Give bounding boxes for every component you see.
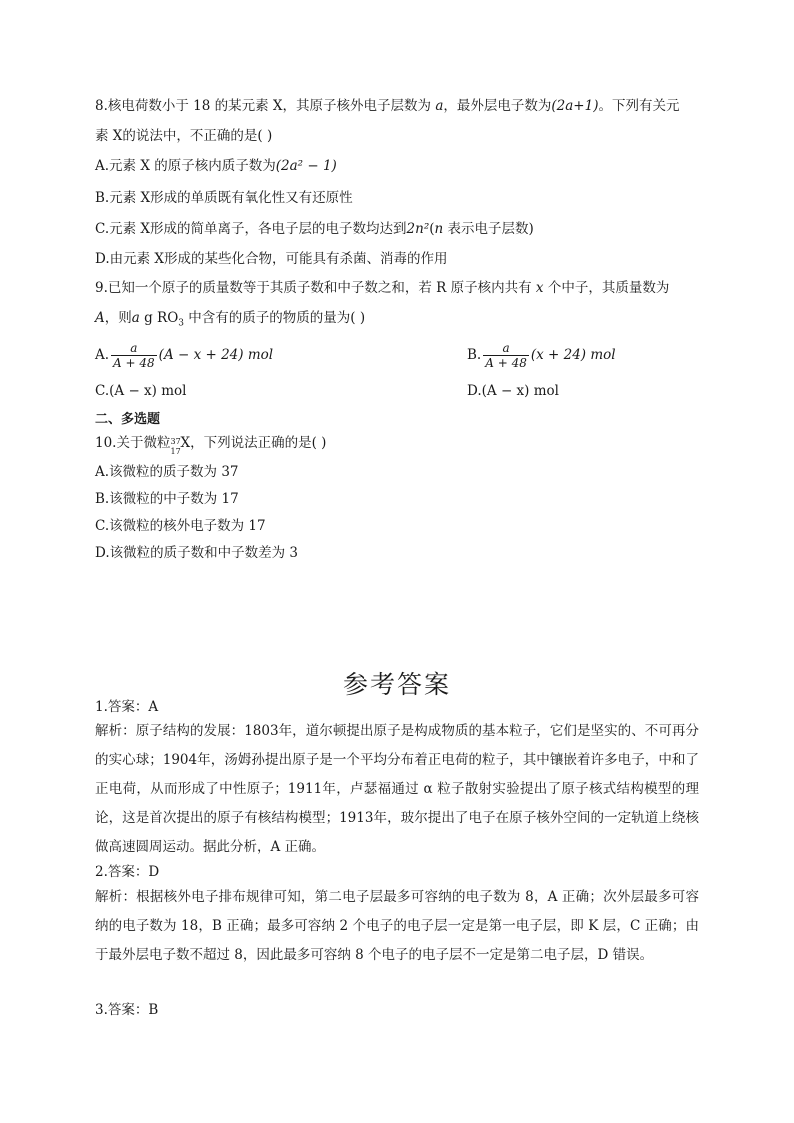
q10-option-d: D.该微粒的质子数和中子数差为 3 [95,545,299,561]
answer-2-head: 2.答案：D [95,864,160,880]
q8-text: 。下列有关元 [598,98,680,114]
q9-var-x: x [535,280,544,296]
q9-text: 中含有的质子的物质的量为( ) [184,310,366,326]
q10-nuclide [170,435,181,456]
answer-1-explanation: 解析：原子结构的发展：1803年，道尔顿提出原子是构成物质的基本粒子，它们是坚实的、不可再分的实心球；1904年，汤姆孙提出原子是一个平均分布着正电荷的粒子，其中镶嵌着许多电子，中和了正电荷，从而形成了中性原子；1911年，卢瑟福通过 α 粒子散射实验提出了原子核式结构模型的理论，这是首次提出的原子有核结构模型；1913年，玻尔提出了电子在原子核外空间的一定轨道上绕核做高速圆周运动。据此分析，A 正确。 [95,723,699,855]
fraction-numerator: a [483,341,529,356]
q8-option-c-text: ( [429,221,435,237]
q8-option-c-expr: 2n² [406,221,430,237]
q10-stem [95,433,698,456]
q8-option-b: B.元素 X形成的单质既有氧化性又有还原性 [95,190,353,206]
q9-option-b-label: B. [467,347,482,363]
q10-option-c: C.该微粒的核外电子数为 17 [95,518,266,534]
q8-option-a-expr: (2a² − 1) [275,158,337,174]
q8-option-c-text: C.元素 X形成的简单离子，各电子层的电子数均达到 [95,221,407,237]
q9-var-a: a [131,310,140,326]
q8-stem-line2: 素 X的说法中，不正确的是( ) [95,128,273,144]
answers-title: 参考答案 [342,670,451,699]
q9-stem-line2 [95,308,698,328]
q9-text: 个中子，其质量数为 [543,280,670,296]
fraction-numerator: a [111,341,157,356]
fraction-denominator: A + 48 [113,356,155,370]
q10-text: ，下列说法正确的是( ) [190,435,327,451]
q9-option-a [95,341,274,370]
q9-stem-line1 [95,278,698,298]
nuclide-mass-number: 37 [170,437,181,446]
q9-option-c: C.(A − x) mol [95,383,187,399]
q9-text: ，则 [104,310,132,326]
q10-option-a: A.该微粒的质子数为 37 [95,464,239,480]
q9-option-b-tail: (x + 24) mol [530,347,616,363]
answer-3-head: 3.答案：B [95,1002,159,1018]
answer-1-head: 1.答案：A [95,699,159,715]
answer-2-explanation: 解析：根据核外电子排布规律可知，第二电子层最多可容纳的电子数为 8，A 正确；次外层最多可容纳的电子数为 18，B 正确；最多可容纳 2 个电子的电子层一定是第一电子层，即 K 层，C 正确；由于最外层电子数不超过 8，因此最多可容纳 8 个电子的电子层不一定是第二电子层，D 错误。 [95,889,699,963]
q9-text: 9.已知一个原子的质量数等于其质子数和中子数之和，若 R 原子核内共有 [95,280,536,296]
q9-option-d: D.(A − x) mol [467,383,559,399]
q9-option-b [467,341,616,370]
fraction-denominator: A + 48 [485,356,527,370]
q8-stem-line1 [95,96,698,116]
q9-var-A: A [95,310,105,326]
q8-expr: (2a+1) [551,98,599,114]
q8-option-d: D.由元素 X形成的某些化合物，可能具有杀菌、消毒的作用 [95,251,448,267]
q8-text: 8.核电荷数小于 18 的某元素 X，其原子核外电子层数为 [95,98,436,114]
q8-option-a [95,156,698,176]
q8-text: ，最外层电子数为 [443,98,552,114]
q8-option-a-text: A.元素 X 的原子核内质子数为 [95,158,276,174]
q9-options-row2 [95,381,698,401]
q8-option-c [95,219,698,239]
q9-option-a-label: A. [95,347,110,363]
q9-option-b-fraction [483,341,529,370]
section-heading-multi-choice: 二、多选题 [95,412,161,427]
q8-option-c-var: n [434,221,444,237]
q9-options-row1 [95,341,698,375]
q9-option-a-tail: (A − x + 24) mol [158,347,274,363]
q9-option-a-fraction [111,341,157,370]
q10-text: 10.关于微粒 [95,435,171,451]
q9-text: g RO [139,310,179,326]
nuclide-symbol: X [180,435,191,451]
q9-subscript: 3 [178,318,185,329]
nuclide-atomic-number: 17 [170,447,181,456]
q8-var-a: a [435,98,444,114]
q8-option-c-text: 表示电子层数) [443,221,534,237]
q10-option-b: B.该微粒的中子数为 17 [95,491,239,507]
